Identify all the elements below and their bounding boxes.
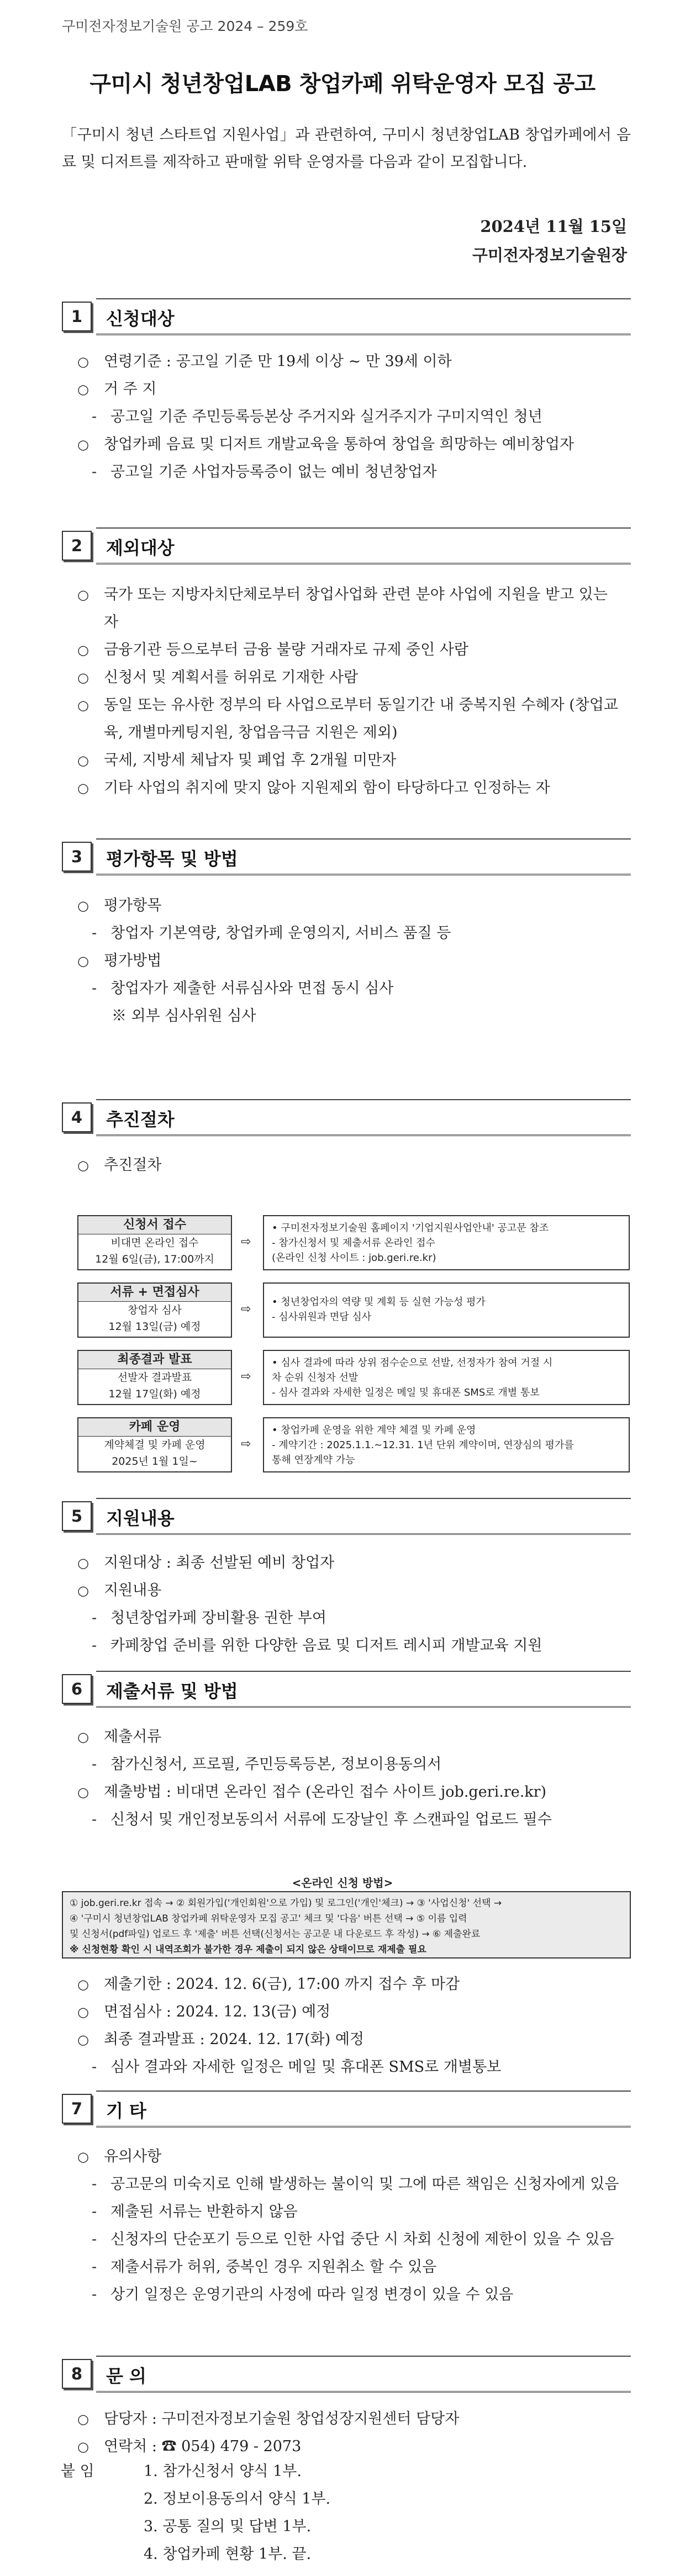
section-title: 기 타 [106, 2100, 146, 2121]
attachment-item: 2. 정보이용동의서 양식 1부. [144, 2490, 331, 2508]
flow-step-box [77, 1350, 232, 1405]
flow-step [77, 1417, 630, 1477]
flow-step-box [77, 1417, 232, 1472]
bullet-item: ○ 평가항목 [77, 892, 624, 920]
section-number: 4 [62, 1102, 92, 1132]
detail-line: • 청년창업자의 역량 및 계획 등 실현 가능성 평가 [272, 1296, 486, 1308]
issuer-name: 구미전자정보기술원장 [472, 246, 627, 265]
section-header [62, 298, 631, 334]
bullet-item: ○ 연령기준 : 공고일 기준 만 19세 이상 ~ 만 39세 이하 [77, 348, 624, 376]
attachments-label: 붙 임 [61, 2463, 94, 2480]
flow-step [77, 1215, 630, 1275]
section-body [77, 892, 624, 1030]
bullet-item: ○ 금융기관 등으로부터 금융 불량 거래자로 규제 중인 사람 [77, 636, 624, 664]
sub-bullet-item: - 제출된 서류는 반환하지 않음 [92, 2203, 298, 2220]
online-guide-title: <온라인 신청 방법> [292, 1876, 393, 1889]
section-rule [96, 563, 631, 564]
bullet-item: ○ 국세, 지방세 체납자 및 폐업 후 2개월 미만자 [77, 747, 624, 774]
flow-step-date: 12월 6일(금), 17:00까지 [95, 1253, 214, 1265]
section-number: 1 [62, 302, 92, 331]
sub-bullet-text: 제출서류가 허위, 중복인 경우 지원취소 할 수 있음 [110, 2258, 437, 2276]
sub-bullet-text: 제출된 서류는 반환하지 않음 [110, 2203, 298, 2220]
online-guide-line: ① job.geri.re.kr 접속 → ② 회원가입('개인회원'으로 가입) 및 로그인('개인'체크) → ③ '사업신청' 선택 → [70, 1898, 502, 1909]
flow-step-detail [263, 1282, 630, 1338]
bullet-item: ○ 제출기한 : 2024. 12. 6(금), 17:00 까지 접수 후 마감 [77, 1971, 624, 1998]
contact-phone: ○ 연락처 : ☎ 054) 479 - 2073 [77, 2433, 624, 2461]
section-title: 지원내용 [106, 1508, 175, 1529]
section-rule [96, 2356, 631, 2357]
sub-bullet-text: 상기 일정은 운영기관의 사정에 따라 일정 변경이 있을 수 있음 [110, 2286, 514, 2303]
detail-line: • 창업카페 운영을 위한 계약 체결 및 카페 운영 [272, 1424, 476, 1436]
detail-line: - 계약기간 : 2025.1.1.~12.31. 1년 단위 계약이며, 연장심의 평가를 [272, 1439, 574, 1451]
sub-bullet-item: - 신청서 및 개인정보동의서 서류에 도장날인 후 스캔파일 업로드 필수 [92, 1811, 552, 1828]
section-title: 추진절차 [106, 1109, 175, 1130]
sub-bullet-item: - 창업자 기본역량, 창업카페 운영의지, 서비스 품질 등 [92, 925, 451, 942]
bullet-item: ○ 신청서 및 계획서를 허위로 기재한 사람 [77, 664, 624, 691]
online-guide-warning: ※ 신청현황 확인 시 내역조회가 불가한 경우 제출이 되지 않은 상태이므로 재제출 필요 [70, 1944, 426, 1955]
detail-line: • 구미전자정보기술원 홈페이지 '기업지원사업안내' 공고문 참조 [272, 1222, 549, 1234]
sub-bullet-item: - 공고일 기준 사업자등록증이 없는 예비 청년창업자 [92, 463, 437, 481]
sub-bullet-text: 공고문의 미숙지로 인해 발생하는 불이익 및 그에 따른 책임은 신청자에게 있음 [110, 2176, 619, 2193]
section-number: 8 [62, 2359, 92, 2389]
section-header [62, 2356, 631, 2391]
sub-bullet-item: - 공고일 기준 주민등록등본상 주거지와 실거주지가 구미지역인 청년 [92, 408, 542, 425]
section-rule [96, 2091, 631, 2092]
online-guide-line: ④ '구미시 청년창업LAB 창업카페 위탁운영자 모집 공고' 체크 및 '다음' 버튼 선택 → ⑤ 이름 입력 [70, 1913, 467, 1924]
section-rule [96, 1099, 631, 1100]
section-title: 제출서류 및 방법 [106, 1681, 238, 1702]
sub-bullet-text: 카페창업 준비를 위한 다양한 음료 및 디저트 레시피 개발교육 지원 [110, 1637, 542, 1654]
bullet-item: ○ 거 주 지 [77, 376, 624, 403]
section-title: 평가항목 및 방법 [106, 848, 238, 869]
section-header [62, 1498, 631, 1533]
section-header [62, 1099, 631, 1134]
flow-step-title: 신청서 접수 [78, 1216, 231, 1234]
page-title: 구미시 청년창업LAB 창업카페 위탁운영자 모집 공고 [89, 71, 596, 97]
notice-number: 구미전자정보기술원 공고 2024 – 259호 [62, 18, 308, 34]
bullet-item: ○ 평가방법 [77, 947, 624, 975]
detail-line: 통해 연장계약 가능 [272, 1454, 355, 1466]
section-rule [96, 2391, 631, 2393]
bullet-item: ○ 제출서류 [77, 1723, 624, 1751]
process-flow [77, 1215, 630, 1485]
sub-bullet-item: - 심사 결과와 자세한 일정은 메일 및 휴대폰 SMS로 개별통보 [92, 2058, 502, 2076]
bullet-item: ○ 유의사항 [77, 2143, 624, 2171]
attachment-item: 3. 공통 질의 및 답변 1부. [144, 2518, 312, 2535]
detail-line: (온라인 신청 사이트 : job.geri.re.kr) [272, 1252, 436, 1264]
sub-bullet-text: 공고일 기준 사업자등록증이 없는 예비 청년창업자 [110, 463, 437, 481]
flow-step-title: 서류 + 면접심사 [78, 1284, 231, 1302]
attachment-item: 1. 참가신청서 양식 1부. [144, 2463, 302, 2480]
sub-bullet-text: 심사 결과와 자세한 일정은 메일 및 휴대폰 SMS로 개별통보 [110, 2058, 502, 2076]
section-header [62, 2091, 631, 2126]
sub-bullet-item: - 공고문의 미숙지로 인해 발생하는 불이익 및 그에 따른 책임은 신청자에게 있음 [92, 2176, 619, 2193]
arrow-right-icon: ⇨ [241, 1302, 251, 1316]
online-guide-line: 및 신청서(pdf파일) 업로드 후 '제출' 버튼 선택(신청서는 공고문 내 다운로드 후 작성) → ⑥ 제출완료 [70, 1929, 481, 1940]
attachment-item: 4. 창업카페 현황 1부. 끝. [144, 2546, 312, 2563]
section-header [62, 1671, 631, 1706]
contact-person: ○ 담당자 : 구미전자정보기술원 창업성장지원센터 담당자 [77, 2405, 624, 2433]
sub-bullet-item: - 상기 일정은 운영기관의 사정에 따라 일정 변경이 있을 수 있음 [92, 2286, 514, 2303]
section-number: 3 [62, 842, 92, 872]
sub-bullet-text: 신청서 및 개인정보동의서 서류에 도장날인 후 스캔파일 업로드 필수 [110, 1811, 552, 1828]
intro-paragraph: 「구미시 청년 스타트업 지원사업」과 관련하여, 구미시 청년창업LAB 창업카페에서 음료 및 디저트를 제작하고 판매할 위탁 운영자를 다음과 같이 모집합니다. [62, 126, 631, 171]
notice-date: 2024년 11월 15일 [480, 217, 627, 236]
bullet-item: ○ 기타 사업의 취지에 맞지 않아 지원제외 함이 타당하다고 인정하는 자 [77, 774, 624, 802]
sub-bullet-text: 참가신청서, 프로필, 주민등록등본, 정보이용동의서 [110, 1756, 442, 1773]
section-number: 5 [62, 1501, 92, 1531]
section-body [77, 1971, 624, 2081]
section-number: 2 [62, 531, 92, 561]
bullet-item: ○ 최종 결과발표 : 2024. 12. 17(화) 예정 [77, 2026, 624, 2054]
flow-step-date: 2025년 1월 1일~ [112, 1455, 198, 1468]
section-body [77, 2405, 624, 2461]
flow-step-detail [263, 1417, 630, 1472]
sub-bullet-text: 창업자 기본역량, 창업카페 운영의지, 서비스 품질 등 [110, 925, 451, 942]
bullet-item: ○ 추진절차 [77, 1152, 624, 1179]
online-guide-box [62, 1891, 631, 1959]
detail-line: - 심사 결과와 자세한 일정은 메일 및 휴대폰 SMS로 개별 통보 [272, 1387, 540, 1398]
attachments-list [144, 2458, 420, 2568]
section-body [77, 1549, 624, 1660]
sub-bullet-item: - 청년창업카페 장비활용 권한 부여 [92, 1609, 326, 1627]
section-number: 7 [62, 2094, 92, 2124]
section-rule [96, 1671, 631, 1672]
detail-line: • 심사 결과에 따라 상위 점수순으로 선발, 선정자가 참여 거절 시 [272, 1357, 553, 1369]
section-rule [96, 527, 631, 529]
sub-bullet-text: 청년창업카페 장비활용 권한 부여 [110, 1609, 326, 1627]
section-body [77, 1152, 624, 1179]
sub-bullet-item: - 카페창업 준비를 위한 다양한 음료 및 디저트 레시피 개발교육 지원 [92, 1637, 542, 1654]
sub-bullet-text: 창업자가 제출한 서류심사와 면접 동시 심사 [110, 980, 394, 997]
note-item: ※ 외부 심사위원 심사 [112, 1007, 256, 1025]
flow-step-desc: 창업자 심사 [128, 1304, 182, 1316]
bullet-item: ○ 지원내용 [77, 1577, 624, 1604]
section-rule [96, 1498, 631, 1499]
section-rule [96, 298, 631, 299]
section-rule [96, 874, 631, 875]
flow-step-date: 12월 13일(금) 예정 [108, 1321, 201, 1333]
bullet-item: ○ 지원대상 : 최종 선발된 예비 창업자 [77, 1549, 624, 1577]
flow-step-detail [263, 1350, 630, 1405]
flow-step [77, 1282, 630, 1342]
flow-step-title: 최종결과 발표 [78, 1351, 231, 1369]
section-rule [96, 1706, 631, 1708]
section-rule [96, 334, 631, 335]
section-rule [96, 1533, 631, 1535]
bullet-item: ○ 국가 또는 지방자치단체로부터 창업사업화 관련 분야 사업에 지원을 받고 있는 자 [77, 581, 624, 636]
section-body [77, 2143, 624, 2309]
section-header [62, 527, 631, 563]
detail-line: - 심사위원과 면담 심사 [272, 1311, 372, 1323]
bullet-item: ○ 동일 또는 유사한 정부의 타 사업으로부터 동일기간 내 중복지원 수혜자 (창업교육, 개별마케팅지원, 창업음극금 지원은 제외) [77, 691, 624, 747]
flow-step-desc: 비대면 온라인 접수 [110, 1237, 199, 1249]
bullet-item: ○ 창업카페 음료 및 디저트 개발교육을 통하여 창업을 희망하는 예비창업자 [77, 431, 624, 458]
arrow-right-icon: ⇨ [241, 1235, 251, 1249]
flow-step-detail [263, 1215, 630, 1270]
detail-line: - 참가신청서 및 제출서류 온라인 접수 [272, 1237, 435, 1249]
detail-line: 차 순위 신청자 선발 [272, 1372, 359, 1384]
section-title: 제외대상 [106, 537, 175, 558]
arrow-right-icon: ⇨ [241, 1437, 251, 1451]
flow-step-date: 12월 17일(화) 예정 [108, 1388, 201, 1400]
flow-step-desc: 선발자 결과발표 [117, 1371, 192, 1384]
section-body [77, 1723, 624, 1834]
flow-step [77, 1350, 630, 1410]
section-rule [96, 838, 631, 840]
section-number: 6 [62, 1674, 92, 1704]
section-rule [96, 1134, 631, 1136]
bullet-item: ○ 제출방법 : 비대면 온라인 접수 (온라인 접수 사이트 job.geri.re.kr) [77, 1778, 624, 1806]
section-body [77, 581, 624, 802]
sub-bullet-item: - 제출서류가 허위, 중복인 경우 지원취소 할 수 있음 [92, 2258, 437, 2276]
section-title: 문 의 [106, 2366, 146, 2387]
bullet-item: ○ 면접심사 : 2024. 12. 13(금) 예정 [77, 1998, 624, 2026]
sub-bullet-text: 신청자의 단순포기 등으로 인한 사업 중단 시 차회 신청에 제한이 있을 수 있음 [110, 2231, 614, 2248]
sub-bullet-item: - 창업자가 제출한 서류심사와 면접 동시 심사 [92, 980, 394, 997]
flow-step-desc: 계약체결 및 카페 운영 [104, 1439, 205, 1451]
section-header [62, 838, 631, 874]
sub-bullet-item: - 참가신청서, 프로필, 주민등록등본, 정보이용동의서 [92, 1756, 442, 1773]
section-body [77, 348, 624, 486]
section-rule [96, 2126, 631, 2128]
section-title: 신청대상 [106, 308, 175, 329]
flow-step-title: 카페 운영 [78, 1418, 231, 1437]
sub-bullet-text: 공고일 기준 주민등록등본상 주거지와 실거주지가 구미지역인 청년 [110, 408, 542, 425]
arrow-right-icon: ⇨ [241, 1370, 251, 1384]
flow-step-box [77, 1282, 232, 1338]
flow-step-box [77, 1215, 232, 1270]
sub-bullet-item: - 신청자의 단순포기 등으로 인한 사업 중단 시 차회 신청에 제한이 있을 수 있음 [92, 2231, 614, 2248]
